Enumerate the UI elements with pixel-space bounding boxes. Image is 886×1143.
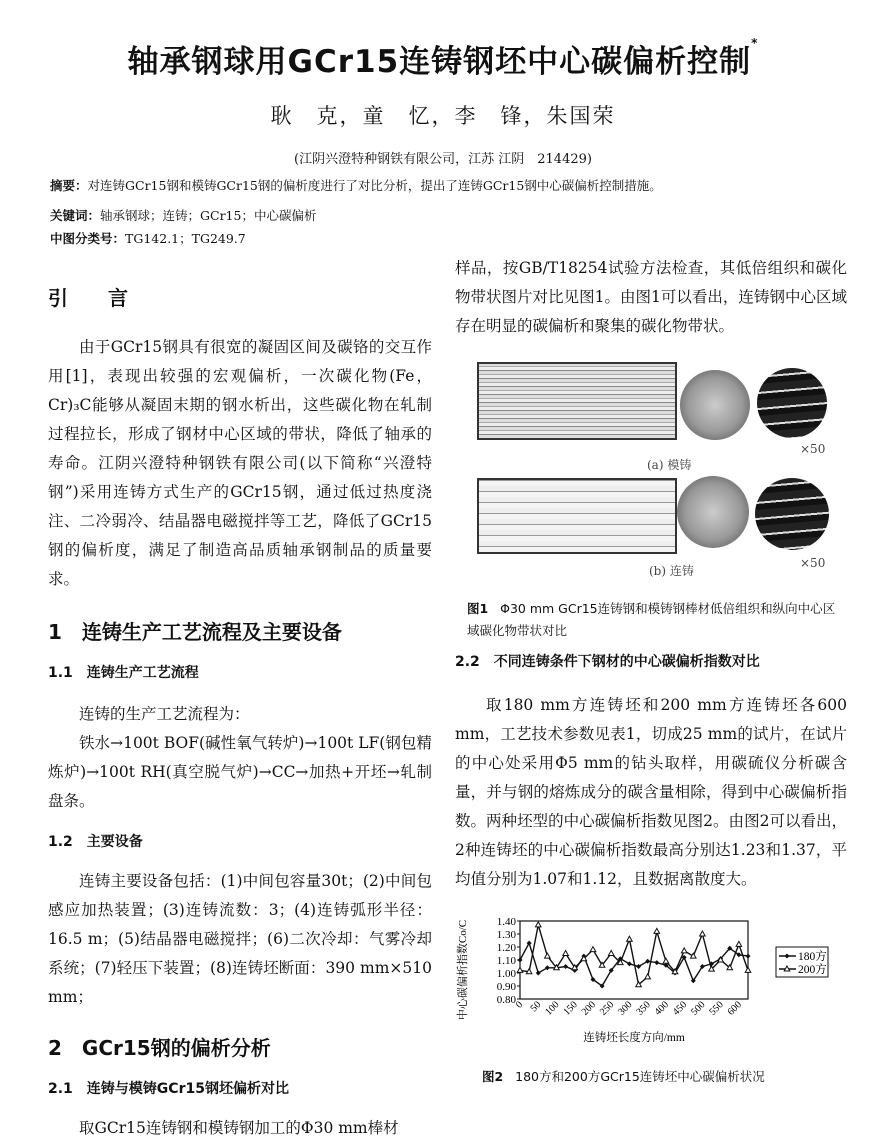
clc-text: TG142.1；TG249.7 (125, 231, 246, 246)
intro-paragraph: 由于GCr15钢具有很宽的凝固区间及碳铬的交互作用[1]，表现出较强的宏观偏析，一次碳化物(Fe，Cr)₃C能够从凝固末期的钢水析出，这些碳化物在轧制过程拉长，形成了钢材中心区域的带状，降低了轴承的寿命。江阴兴澄特种钢铁有限公司(以下简称“兴澄特钢”)采用连铸方式生产的GCr15钢，通过低过热度浇注、二冷弱冷、结晶器电磁搅拌等工艺，降低了GCr15钢的偏析度，满足了制造高品质轴承钢制品的质量要求。 (48, 338, 432, 588)
x-tick-label: 100 (543, 999, 562, 1018)
carbide-band-photo-continuous (755, 478, 829, 550)
x-tick-label: 300 (616, 999, 635, 1018)
section-1-heading: 1 连铸生产工艺流程及主要设备 (48, 620, 342, 644)
x-tick-label: 600 (725, 999, 745, 1018)
section-2-1-heading: 2.1 连铸与模铸GCr15钢坯偏析对比 (48, 1081, 289, 1097)
section-1-1-text-1: 连铸的生产工艺流程为： (79, 705, 250, 723)
subfigure-label-a: (a) 模铸 (647, 458, 692, 472)
keywords (50, 206, 316, 224)
classification (50, 229, 246, 247)
x-tick-label: 200 (579, 999, 599, 1018)
section-1-2-heading: 1.2 主要设备 (48, 834, 143, 850)
y-tick-label: 0.80 (496, 994, 516, 1006)
figure-2-caption-text: 180方和200方GCr15连铸坯中心碳偏析状况 (515, 1069, 765, 1084)
y-tick-label: 1.20 (496, 942, 516, 954)
figure-1-caption-text: Φ30 mm GCr15连铸钢和模铸钢棒材低倍组织和纵向中心区域碳化物带状对比 (467, 601, 836, 638)
legend-entry: 180方 (798, 951, 827, 963)
keywords-text: 轴承钢球；连铸；GCr15；中心碳偏析 (100, 208, 317, 223)
line-chart (452, 905, 886, 1045)
cross-section-photo-continuous (677, 476, 749, 548)
section-2-2-text: 取180 mm方连铸坯和200 mm方连铸坯各600 mm，工艺技术参数见表1，切成25 mm的试片，在试片的中心处采用Φ5 mm的钻头取样，用碳硫仪分析碳含量，并与钢的熔炼成分的碳含量相除，得到中心碳偏析指数。两种坯型的中心碳偏析指数见图2。由图2可以看出，2种连铸坯的中心碳偏析指数最高分别达1.23和1.37，平均值分别为1.07和1.12，且数据离散度大。 (455, 696, 847, 888)
clc-label: 中图分类号： (50, 231, 126, 246)
figure-2-caption (482, 1066, 882, 1088)
y-axis-label: 中心碳偏析指数Co/C (457, 919, 469, 1021)
title-footnote-mark: * (751, 36, 759, 50)
section-2-2-heading: 2.2 不同连铸条件下钢材的中心碳偏析指数对比 (455, 654, 760, 670)
paper-title (0, 36, 886, 81)
section-2-1-text: 取GCr15连铸钢和模铸钢加工的Φ30 mm棒材 (79, 1119, 399, 1137)
x-tick-label: 50 (528, 999, 544, 1015)
y-tick-label: 1.40 (496, 916, 516, 928)
section-1-1-text-2: 铁水→100t BOF(碱性氧气转炉)→100t LF(钢包精炼炉)→100t RH(真空脱气炉)→CC→加热+开坯→轧制盘条。 (48, 734, 432, 810)
y-tick-label: 1.00 (496, 968, 516, 980)
keywords-label: 关键词： (50, 208, 101, 223)
right-column-bottom (455, 648, 847, 894)
carbide-band-photo-ingot (757, 368, 827, 438)
subfigure-label-b: (b) 连铸 (649, 564, 694, 578)
right-column-top (455, 254, 847, 341)
x-tick-label: 550 (707, 999, 726, 1018)
legend-entry: 200方 (798, 964, 827, 976)
section-1-1-heading: 1.1 连铸生产工艺流程 (48, 665, 199, 681)
abstract (50, 176, 662, 194)
figure-2-chart (452, 905, 886, 1045)
left-column (48, 284, 432, 1143)
x-tick-label: 0 (513, 999, 526, 1011)
authors: 耿 克，童 忆，李 锋，朱国荣 (270, 104, 616, 128)
section-2-heading: 2 GCr15钢的偏析分析 (48, 1036, 271, 1060)
macrostructure-photo-ingot (477, 362, 677, 440)
y-tick-label: 1.10 (496, 955, 516, 967)
x-tick-label: 150 (561, 999, 580, 1018)
figure-1 (455, 360, 886, 640)
x-tick-label: 400 (652, 999, 672, 1018)
figure-2-label: 图2 (482, 1069, 504, 1084)
y-tick-label: 0.90 (496, 981, 516, 993)
x-tick-label: 350 (634, 999, 653, 1018)
cross-section-photo-ingot (680, 370, 750, 440)
magnification-label-b: ×50 (800, 556, 826, 570)
section-1-2-text: 连铸主要设备包括：(1)中间包容量30t；(2)中间包感应加热装置；(3)连铸流数：3；(4)连铸弧形半径：16.5 m；(5)结晶器电磁搅拌；(6)二次冷却：气雾冷却系统；(7)轻压下装置；(8)连铸坯断面：390 mm×510 mm； (48, 872, 432, 1006)
series-line-200方 (520, 925, 748, 985)
x-tick-label: 450 (670, 999, 690, 1018)
figure-1-caption (467, 598, 847, 642)
abstract-text: 对连铸GCr15钢和模铸GCr15钢的偏析度进行了对比分析，提出了连铸GCr15钢中心碳偏析控制措施。 (87, 178, 662, 193)
affiliation: (江阴兴澄特种钢铁有限公司，江苏 江阴 214429) (294, 152, 592, 167)
figure-1-label: 图1 (467, 601, 489, 616)
x-tick-label: 500 (689, 999, 708, 1018)
intro-heading: 引 言 (48, 286, 138, 310)
title-text: 轴承钢球用GCr15连铸钢坯中心碳偏析控制 (127, 44, 752, 80)
magnification-label-a: ×50 (800, 442, 826, 456)
x-tick-label: 250 (597, 999, 617, 1018)
y-tick-label: 1.30 (496, 929, 516, 941)
macrostructure-photo-continuous (477, 478, 677, 554)
continued-paragraph: 样品，按GB/T18254试验方法检查，其低倍组织和碳化物带状图片对比见图1。由图1可以看出，连铸钢中心区域存在明显的碳偏析和聚集的碳化物带状。 (455, 259, 847, 335)
x-axis-label: 连铸坯长度方向/mm (583, 1032, 685, 1044)
abstract-label: 摘要： (50, 178, 88, 193)
